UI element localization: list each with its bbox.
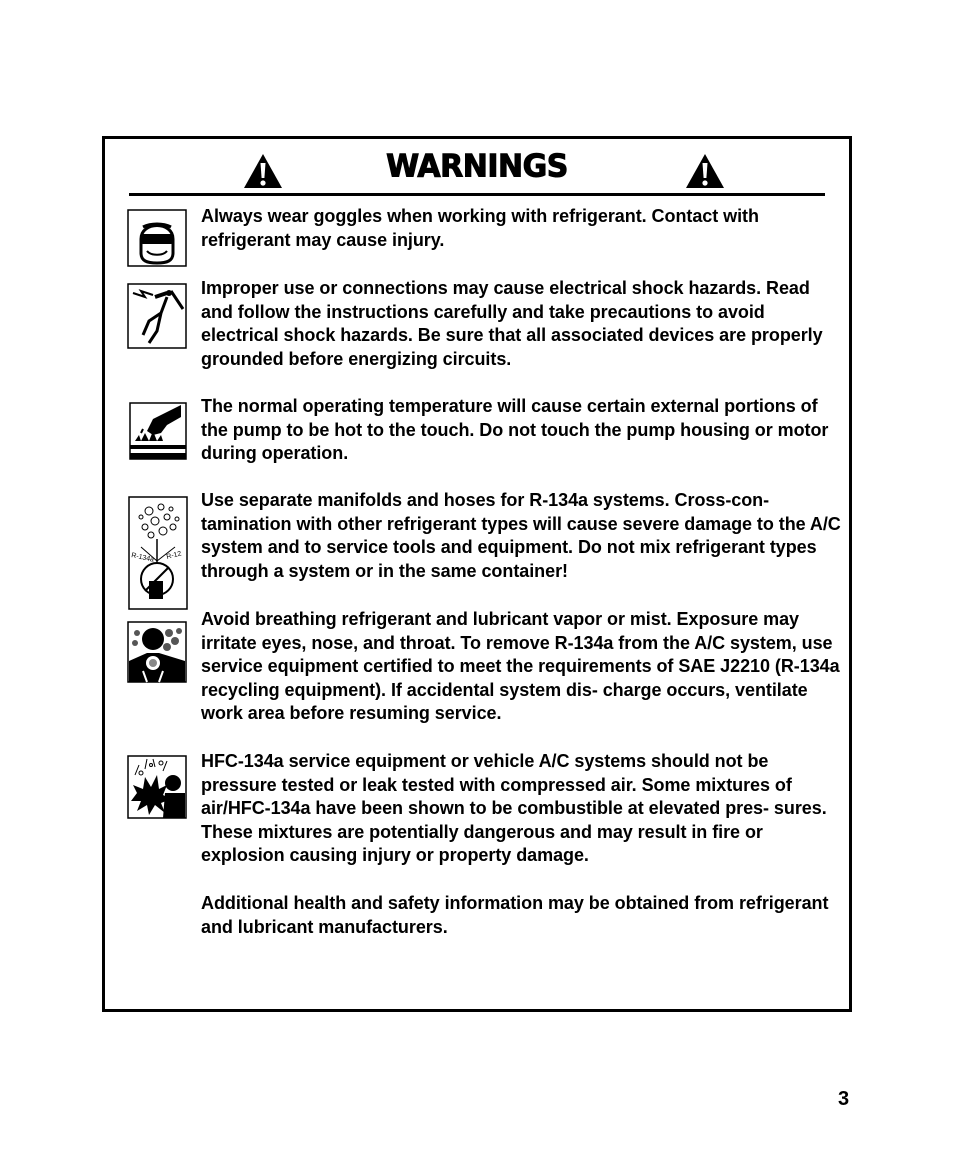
electric-shock-icon [127,283,187,349]
additional-info-text: Additional health and safety information may be obtained from refrigerant and lubricant manufacturers. [201,893,829,937]
warning-goggles-text: Always wear goggles when working with refrigerant. Contact with refrigerant may cause injury. [201,206,759,250]
warnings-box [102,136,852,1012]
explosion-icon [127,755,187,819]
warnings-header [129,147,825,197]
warning-triangle-icon [685,153,725,189]
page-number: 3 [838,1088,850,1110]
cross-contamination-icon [127,495,189,611]
warning-contamination-text: Use separate manifolds and hoses for R-134a systems. Cross-con- tamination with other refrigerant types will cause severe damage to the A/C system and to service tools and equipment. Do not mix refrigerant types through a system or in the same container! [201,490,841,581]
hot-surface-icon [127,401,187,461]
header-divider [129,193,825,196]
svg-text:R-12: R-12 [165,550,183,561]
warning-explosion-text: HFC-134a service equipment or vehicle A/C systems should not be pressure tested or leak tested with compressed air. Some mixtures of air/HFC-134a have been shown to be combustible at elevated pres- sures. These mixtures are potentially dangerous and may result in fire or explosion causing injury or property damage. [201,751,827,866]
warning-electrical-text: Improper use or connections may cause electrical shock hazards. Read and follow the instructions carefully and take precautions to avoid electrical shock hazards. Be sure that all associated devices are properly grounded before energizing circuits. [201,278,823,369]
goggles-icon [127,209,187,267]
vapor-inhalation-icon [127,621,187,683]
warning-vapor-text: Avoid breathing refrigerant and lubricant vapor or mist. Exposure may irritate eyes, nose, and throat. To remove R-134a from the A/C system, use service equipment certified to meet the requirements of SAE J2210 (R-134a recycling equipment). If accidental system dis- charge occurs, ventilate work area before resuming service. [201,609,840,724]
warning-hot-surface-text: The normal operating temperature will cause certain external portions of the pump to be hot to the touch. Do not touch the pump housing or motor during operation. [201,396,829,464]
page-title: WARNINGS [386,148,568,185]
svg-text:R-134a: R-134a [130,552,155,564]
